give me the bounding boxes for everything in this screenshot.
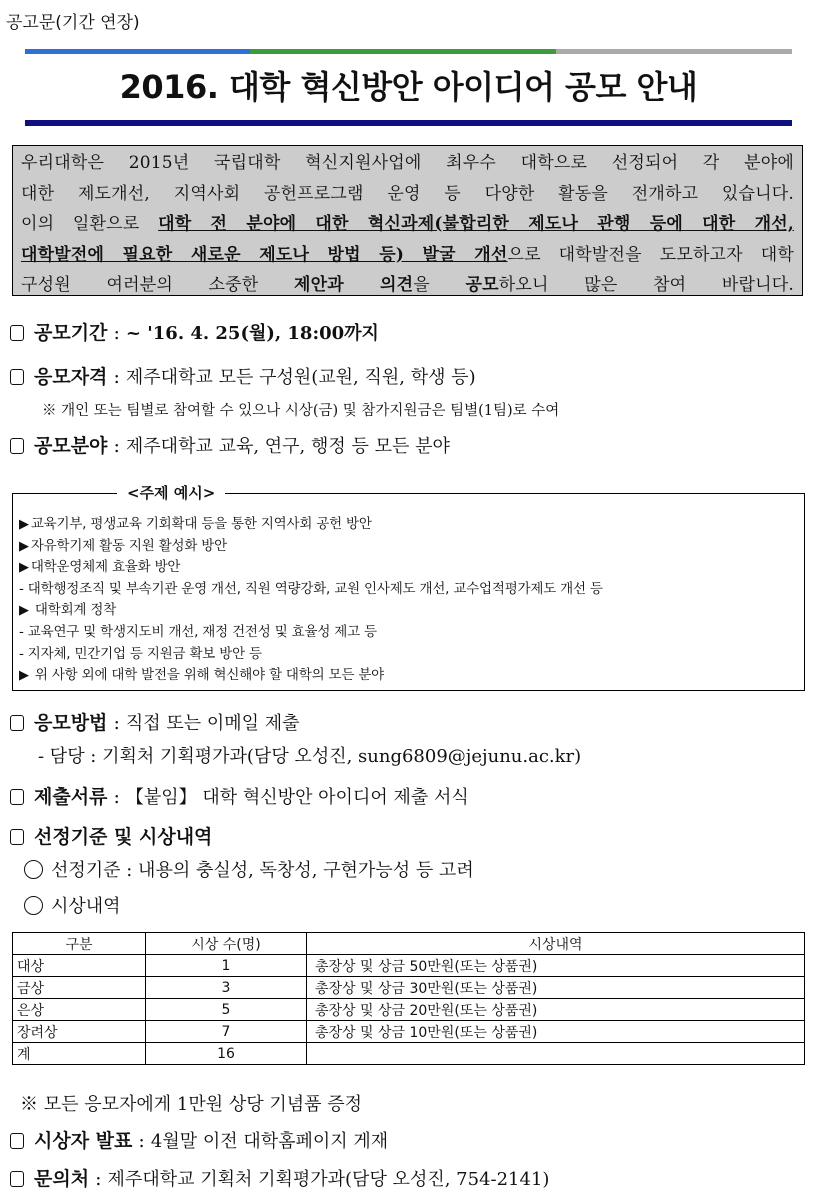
column-header: 구분 bbox=[13, 933, 146, 955]
section-separator: : bbox=[107, 786, 126, 808]
column-header: 시상 수(명) bbox=[146, 933, 307, 955]
cell-detail: 총장상 및 상금 50만원(또는 상품권) bbox=[307, 955, 805, 977]
section-separator: : bbox=[107, 435, 126, 457]
examples-box bbox=[12, 484, 805, 691]
cell-category: 금상 bbox=[13, 977, 146, 999]
section-method bbox=[10, 708, 300, 735]
section-title: 응모자격 bbox=[34, 366, 108, 388]
example-item bbox=[19, 665, 804, 687]
checkbox-bullet-icon bbox=[10, 369, 24, 385]
section-title: 응모방법 bbox=[34, 712, 108, 734]
intro-bold: 제안과 의견 bbox=[294, 275, 414, 295]
intro-text: 하오니 많은 참여 바랍니다. bbox=[498, 275, 795, 295]
notice-label: 공고문(기간 연장) bbox=[6, 13, 140, 33]
dash-bullet: - bbox=[19, 645, 24, 662]
awards-text: 시상내역 bbox=[51, 896, 121, 917]
cell-category: 장려상 bbox=[13, 1021, 146, 1043]
cell-category: 계 bbox=[13, 1043, 146, 1065]
cell-category: 은상 bbox=[13, 999, 146, 1021]
intro-line-1: 우리대학은 2015년 국립대학 혁신지원사업에 최우수 대학으로 선정되어 각 분야에 bbox=[21, 153, 794, 173]
cell-detail: 총장상 및 상금 10만원(또는 상품권) bbox=[307, 1021, 805, 1043]
column-header: 시상내역 bbox=[307, 933, 805, 955]
section-title: 선정기준 및 시상내역 bbox=[34, 826, 213, 848]
cell-detail bbox=[307, 1043, 805, 1065]
checkbox-bullet-icon bbox=[10, 1133, 24, 1149]
checkbox-bullet-icon bbox=[10, 438, 24, 454]
example-text: 대학운영체제 효율화 방안 bbox=[30, 559, 181, 576]
section-separator: : bbox=[107, 322, 126, 344]
intro-line-5 bbox=[21, 270, 794, 301]
section-separator: : bbox=[89, 1168, 108, 1190]
section-separator: : bbox=[107, 366, 126, 388]
table-total-row bbox=[13, 1043, 805, 1065]
example-item bbox=[19, 514, 804, 536]
section-value: 제주대학교 교육, 연구, 행정 등 모든 분야 bbox=[125, 436, 450, 457]
examples-legend: <주제 예시> bbox=[117, 482, 225, 503]
circle-bullet-icon bbox=[24, 860, 43, 879]
table-row bbox=[13, 999, 805, 1021]
intro-text: 구성원 여러분의 소중한 bbox=[21, 275, 295, 295]
triangle-bullet-icon: ▶ bbox=[19, 538, 29, 554]
checkbox-bullet-icon bbox=[10, 325, 24, 341]
checkbox-bullet-icon bbox=[10, 715, 24, 731]
title-underline-bar bbox=[25, 120, 792, 126]
section-criteria bbox=[10, 822, 212, 849]
example-text: 교육연구 및 학생지도비 개선, 재정 건전성 및 효율성 제고 등 bbox=[23, 623, 377, 640]
section-value: 직접 또는 이메일 제출 bbox=[125, 713, 300, 734]
section-value: 제주대학교 기획처 기획평가과(담당 오성진, 754-2141) bbox=[107, 1169, 550, 1190]
section-inquiry bbox=[10, 1164, 549, 1191]
intro-line-3 bbox=[21, 209, 794, 240]
page-title: 2016. 대학 혁신방안 아이디어 공모 안내 bbox=[119, 68, 698, 106]
examples-list bbox=[19, 514, 804, 687]
checkbox-bullet-icon bbox=[10, 829, 24, 845]
header-bar-blue bbox=[25, 49, 250, 54]
cell-count: 5 bbox=[146, 999, 307, 1021]
dash-bullet: - bbox=[19, 623, 24, 640]
cell-count: 7 bbox=[146, 1021, 307, 1043]
table-row bbox=[13, 955, 805, 977]
intro-line-4 bbox=[21, 240, 794, 271]
section-separator: : bbox=[107, 712, 126, 734]
cell-category: 대상 bbox=[13, 955, 146, 977]
section-documents bbox=[10, 782, 469, 809]
section-value: 제주대학교 모든 구성원(교원, 직원, 학생 등) bbox=[125, 367, 476, 388]
example-text: 대학행정조직 및 부속기관 운영 개선, 직원 역량강화, 교원 인사제도 개선, 교수업적평가제도 개선 등 bbox=[23, 580, 603, 597]
section-title: 문의처 bbox=[34, 1168, 90, 1190]
example-text: 자유학기제 활동 지원 활성화 방안 bbox=[30, 537, 227, 554]
section-title: 제출서류 bbox=[34, 786, 108, 808]
example-text: 지자체, 민간기업 등 지원금 확보 방안 등 bbox=[23, 645, 262, 662]
checkbox-bullet-icon bbox=[10, 1171, 24, 1187]
section-separator: : bbox=[132, 1130, 151, 1152]
intro-text: 이의 일환으로 bbox=[21, 214, 159, 234]
intro-box bbox=[12, 145, 803, 296]
triangle-bullet-icon: ▶ bbox=[19, 668, 29, 684]
cell-count: 3 bbox=[146, 977, 307, 999]
triangle-bullet-icon: ▶ bbox=[19, 517, 29, 532]
example-subitem bbox=[19, 622, 804, 644]
cell-detail: 총장상 및 상금 20만원(또는 상품권) bbox=[307, 999, 805, 1021]
header-bar-gray bbox=[556, 49, 792, 54]
table-row bbox=[13, 1021, 805, 1043]
intro-emphasis: 대학발전에 필요한 새로운 제도나 방법 등) 발굴 개선 bbox=[21, 244, 508, 265]
example-item bbox=[19, 557, 804, 579]
example-item bbox=[19, 536, 804, 558]
example-text: 교육기부, 평생교육 기회확대 등을 통한 지역사회 공헌 방안 bbox=[30, 516, 372, 532]
intro-text: 을 bbox=[413, 275, 466, 295]
cell-count: 1 bbox=[146, 955, 307, 977]
method-contact: - 담당 : 기획처 기획평가과(담당 오성진, sung6809@jejunu.ac.kr) bbox=[38, 746, 582, 767]
eligibility-note: ※ 개인 또는 팀별로 참여할 수 있으나 시상(금) 및 참가지원금은 팀별(1팀)로 수여 bbox=[42, 403, 560, 419]
section-eligibility bbox=[10, 362, 476, 389]
table-header-row bbox=[13, 933, 805, 955]
awards-item bbox=[24, 892, 121, 918]
table-row bbox=[13, 977, 805, 999]
section-value: ~ '16. 4. 25(월), 18:00까지 bbox=[125, 323, 379, 344]
criteria-item bbox=[24, 856, 474, 882]
section-title: 시상자 발표 bbox=[34, 1130, 133, 1152]
intro-text: 으로 대학발전을 도모하고자 대학 bbox=[507, 244, 794, 265]
example-item bbox=[19, 600, 804, 622]
awards-footnote: ※ 모든 응모자에게 1만원 상당 기념품 증정 bbox=[20, 1094, 362, 1115]
section-period bbox=[10, 318, 379, 345]
intro-line-2: 대한 제도개선, 지역사회 공헌프로그램 운영 등 다양한 활동을 전개하고 있습니다. bbox=[21, 183, 794, 204]
triangle-bullet-icon: ▶ bbox=[19, 603, 29, 619]
section-announcement bbox=[10, 1126, 388, 1153]
section-title: 공모분야 bbox=[34, 435, 108, 457]
header-bar-green bbox=[250, 49, 556, 54]
section-field bbox=[10, 431, 450, 458]
section-value: 4월말 이전 대학홈페이지 게재 bbox=[150, 1131, 389, 1152]
intro-emphasis: 대학 전 분야에 대한 혁신과제(불합리한 제도나 관행 등에 대한 개선, bbox=[158, 214, 794, 234]
dash-bullet: - bbox=[19, 580, 24, 597]
example-text: 대학회계 정착 bbox=[30, 602, 117, 619]
section-value: 【붙임】 대학 혁신방안 아이디어 제출 서식 bbox=[125, 787, 469, 808]
circle-bullet-icon bbox=[24, 896, 43, 915]
checkbox-bullet-icon bbox=[10, 789, 24, 805]
triangle-bullet-icon: ▶ bbox=[19, 560, 29, 576]
section-title: 공모기간 bbox=[34, 322, 108, 344]
example-subitem bbox=[19, 644, 804, 666]
example-subitem bbox=[19, 579, 804, 601]
intro-bold: 공모 bbox=[465, 275, 499, 295]
cell-detail: 총장상 및 상금 30만원(또는 상품권) bbox=[307, 977, 805, 999]
criteria-text: 선정기준 : 내용의 충실성, 독창성, 구현가능성 등 고려 bbox=[51, 860, 474, 881]
cell-count: 16 bbox=[146, 1043, 307, 1065]
example-text: 위 사항 외에 대학 발전을 위해 혁신해야 할 대학의 모든 분야 bbox=[30, 667, 384, 684]
awards-table bbox=[12, 932, 805, 1065]
